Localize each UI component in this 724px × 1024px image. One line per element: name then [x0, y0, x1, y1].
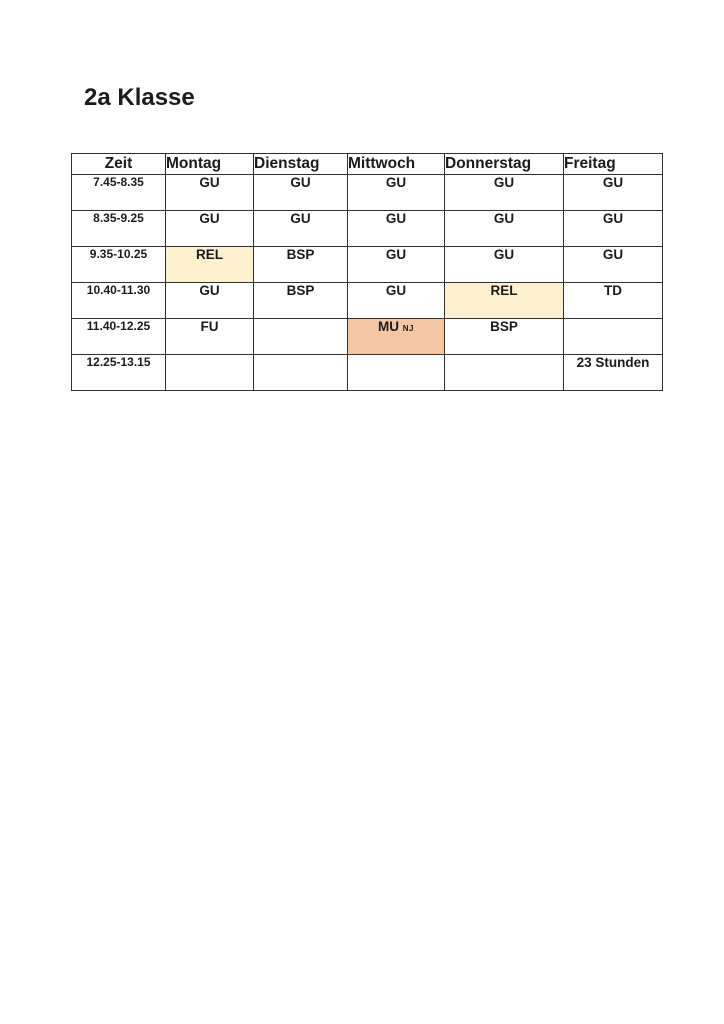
total-hours-cell: 23 Stunden: [564, 355, 663, 391]
subject-cell: GU: [348, 175, 445, 211]
table-row: [72, 175, 663, 211]
time-cell: 9.35-10.25: [72, 247, 166, 283]
column-header-montag: Montag: [166, 154, 254, 175]
subject-cell-highlighted: REL: [445, 283, 564, 319]
column-header-freitag: Freitag: [564, 154, 663, 175]
table-row: [72, 355, 663, 391]
table-row: [72, 319, 663, 355]
subject-cell: GU: [166, 283, 254, 319]
subject-cell: GU: [564, 247, 663, 283]
time-cell: 7.45-8.35: [72, 175, 166, 211]
timetable-header-row: [72, 154, 663, 175]
subject-cell: [254, 319, 348, 355]
subject-cell: GU: [445, 175, 564, 211]
subject-cell: GU: [564, 211, 663, 247]
subject-cell: GU: [348, 283, 445, 319]
time-cell: 10.40-11.30: [72, 283, 166, 319]
subject-cell: [166, 355, 254, 391]
column-header-mittwoch: Mittwoch: [348, 154, 445, 175]
table-row: [72, 283, 663, 319]
subject-cell: GU: [564, 175, 663, 211]
time-cell: 11.40-12.25: [72, 319, 166, 355]
subject-cell: [564, 319, 663, 355]
subject-cell: BSP: [445, 319, 564, 355]
column-header-donnerstag: Donnerstag: [445, 154, 564, 175]
subject-cell: BSP: [254, 283, 348, 319]
subject-cell: BSP: [254, 247, 348, 283]
subject-cell: [348, 355, 445, 391]
table-row: [72, 247, 663, 283]
column-header-dienstag: Dienstag: [254, 154, 348, 175]
subject-cell: [254, 355, 348, 391]
subject-cell: GU: [166, 175, 254, 211]
subject-cell: GU: [166, 211, 254, 247]
subject-cell: [445, 355, 564, 391]
subject-cell: GU: [348, 211, 445, 247]
time-cell: 8.35-9.25: [72, 211, 166, 247]
timetable: [71, 153, 663, 391]
time-cell: 12.25-13.15: [72, 355, 166, 391]
subject-cell: GU: [254, 211, 348, 247]
page-title: 2a Klasse: [84, 84, 195, 111]
subject-cell: FU: [166, 319, 254, 355]
subject-teacher-suffix: NJ: [402, 324, 414, 333]
subject-cell: TD: [564, 283, 663, 319]
subject-cell-highlighted: REL: [166, 247, 254, 283]
subject-label: MU: [378, 319, 399, 334]
subject-cell: GU: [445, 247, 564, 283]
table-row: [72, 211, 663, 247]
subject-cell: GU: [254, 175, 348, 211]
subject-cell: GU: [348, 247, 445, 283]
column-header-zeit: Zeit: [72, 154, 166, 175]
subject-cell: GU: [445, 211, 564, 247]
subject-cell-highlighted: [348, 319, 445, 355]
